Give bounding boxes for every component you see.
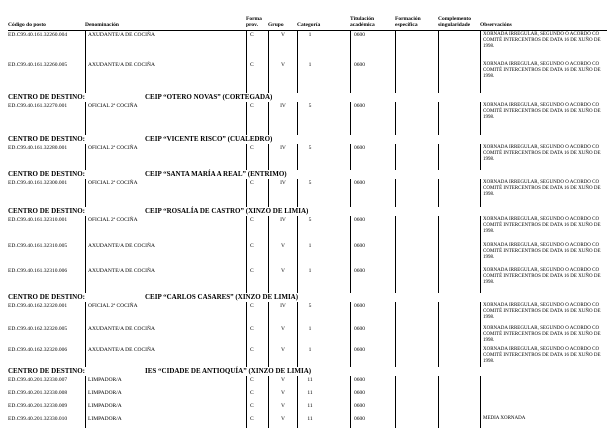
- cell-forma: C: [246, 302, 268, 325]
- centro-name: CEIP “VICENTE RISCO” (CUALEDRO): [145, 135, 273, 143]
- cell-forma: C: [246, 144, 268, 170]
- cell-denominacion: AXUDANTE/A DE COCIÑA: [85, 31, 246, 61]
- cell-denominacion: OFICIAL 2ª COCIÑA: [85, 102, 246, 135]
- cell-forma: C: [246, 242, 268, 267]
- cell-titulacion: 0600: [350, 302, 395, 325]
- cell-complemento: [438, 242, 480, 267]
- table-row: [8, 402, 607, 415]
- cell-categoria: 11: [297, 415, 350, 428]
- cell-denominacion: LIMPADOR/A: [85, 402, 246, 415]
- cell-titulacion: 0600: [350, 389, 395, 402]
- column-header-denominacion: Denominación: [85, 22, 119, 28]
- cell-complemento: [438, 144, 480, 170]
- column-header-complemento: Complemento singularidade: [438, 16, 471, 28]
- table-row: [8, 302, 607, 325]
- centro-de-destino-band: [8, 367, 607, 376]
- cell-formacion: [395, 179, 438, 207]
- cell-forma: C: [246, 31, 268, 61]
- cell-observacions: [480, 376, 607, 389]
- cell-observacions: XORNADA IRREGULAR, SEGUNDO O ACORDO CO COMITÉ INTERCENTROS DE DATA 16 DE XUÑO DE 1998.: [480, 242, 607, 267]
- centro-name: IES “CIDADE DE ANTIOQUÍA” (XINZO DE LIMIA): [145, 367, 312, 375]
- cell-formacion: [395, 415, 438, 428]
- cell-observacions: [480, 402, 607, 415]
- cell-formacion: [395, 325, 438, 346]
- cell-denominacion: AXUDANTE/A DE COCIÑA: [85, 325, 246, 346]
- cell-codigo: ED.C99.40.161.32280.001: [8, 145, 68, 151]
- cell-grupo: IV: [268, 102, 297, 135]
- cell-codigo: ED.C99.40.162.32320.006: [8, 347, 68, 353]
- cell-grupo: V: [268, 376, 297, 389]
- cell-denominacion: AXUDANTE/A DE COCIÑA: [85, 267, 246, 293]
- cell-complemento: [438, 325, 480, 346]
- cell-observacions: MEDIA XORNADA: [480, 415, 607, 428]
- cell-codigo: ED.C99.40.161.32270.001: [8, 103, 68, 109]
- cell-complemento: [438, 102, 480, 135]
- cell-denominacion: LIMPADOR/A: [85, 376, 246, 389]
- cell-codigo: ED.C99.40.161.32260.004: [8, 32, 68, 38]
- cell-categoria: 5: [297, 144, 350, 170]
- cell-codigo: ED.C99.40.201.32330.007: [8, 377, 68, 383]
- centro-de-destino-label: CENTRO DE DESTINO:: [8, 367, 86, 375]
- column-header-forma-prov: Forma prov.: [246, 16, 262, 28]
- cell-denominacion: AXUDANTE/A DE COCIÑA: [85, 346, 246, 367]
- table-body: [8, 31, 607, 428]
- cell-grupo: IV: [268, 144, 297, 170]
- cell-complemento: [438, 302, 480, 325]
- cell-codigo: ED.C99.40.161.32260.005: [8, 62, 68, 68]
- cell-categoria: 5: [297, 302, 350, 325]
- cell-complemento: [438, 179, 480, 207]
- cell-forma: C: [246, 179, 268, 207]
- cell-formacion: [395, 346, 438, 367]
- cell-denominacion: AXUDANTE/A DE COCIÑA: [85, 61, 246, 93]
- centro-de-destino-label: CENTRO DE DESTINO:: [8, 135, 86, 143]
- cell-observacions: XORNADA IRREGULAR, SEGUNDO O ACORDO CO COMITÉ INTERCENTROS DE DATA 16 DE XUÑO DE 1998.: [480, 102, 607, 135]
- cell-titulacion: 0600: [350, 216, 395, 242]
- table-row: [8, 346, 607, 367]
- cell-complemento: [438, 389, 480, 402]
- table-row: [8, 242, 607, 267]
- cell-codigo: ED.C99.40.201.32330.009: [8, 403, 68, 409]
- cell-denominacion: LIMPADOR/A: [85, 389, 246, 402]
- cell-forma: C: [246, 267, 268, 293]
- cell-grupo: V: [268, 325, 297, 346]
- cell-titulacion: 0600: [350, 415, 395, 428]
- centro-name: CEIP “CARLOS CASARES” (XINZO DE LIMIA): [145, 293, 299, 301]
- cell-observacions: XORNADA IRREGULAR, SEGUNDO O ACORDO CO COMITÉ INTERCENTROS DE DATA 16 DE XUÑO DE 1998.: [480, 61, 607, 93]
- cell-formacion: [395, 144, 438, 170]
- cell-titulacion: 0600: [350, 325, 395, 346]
- cell-formacion: [395, 267, 438, 293]
- cell-codigo: ED.C99.40.161.32300.001: [8, 180, 68, 186]
- cell-titulacion: 0600: [350, 346, 395, 367]
- cell-codigo: ED.C99.40.161.32310.005: [8, 243, 68, 249]
- cell-denominacion: OFICIAL 2ª COCIÑA: [85, 179, 246, 207]
- centro-de-destino-label: CENTRO DE DESTINO:: [8, 293, 86, 301]
- centro-de-destino-label: CENTRO DE DESTINO:: [8, 93, 86, 101]
- cell-denominacion: AXUDANTE/A DE COCIÑA: [85, 242, 246, 267]
- cell-observacions: XORNADA IRREGULAR, SEGUNDO O ACORDO CO COMITÉ INTERCENTROS DE DATA 16 DE XUÑO DE 1998.: [480, 325, 607, 346]
- cell-titulacion: 0600: [350, 61, 395, 93]
- table-row: [8, 61, 607, 93]
- cell-codigo: ED.C99.40.162.32320.001: [8, 303, 68, 309]
- cell-grupo: V: [268, 61, 297, 93]
- centro-name: CEIP “ROSALÍA DE CASTRO” (XINZO DE LIMIA): [145, 207, 309, 215]
- cell-categoria: 5: [297, 179, 350, 207]
- cell-complemento: [438, 267, 480, 293]
- cell-grupo: V: [268, 267, 297, 293]
- cell-grupo: IV: [268, 302, 297, 325]
- cell-titulacion: 0600: [350, 242, 395, 267]
- cell-observacions: XORNADA IRREGULAR, SEGUNDO O ACORDO CO COMITÉ INTERCENTROS DE DATA 16 DE XUÑO DE 1998.: [480, 267, 607, 293]
- cell-forma: C: [246, 61, 268, 93]
- cell-codigo: ED.C99.40.161.32310.001: [8, 217, 68, 223]
- table-header: [8, 12, 607, 31]
- cell-complemento: [438, 402, 480, 415]
- centro-name: CEIP “OTERO NOVAS” (CORTEGADA): [145, 93, 273, 101]
- cell-codigo: ED.C99.40.162.32320.005: [8, 326, 68, 332]
- cell-formacion: [395, 302, 438, 325]
- centro-de-destino-band: [8, 170, 607, 179]
- cell-complemento: [438, 61, 480, 93]
- cell-categoria: 1: [297, 31, 350, 61]
- centro-de-destino-band: [8, 135, 607, 144]
- table-row: [8, 216, 607, 242]
- centro-de-destino-label: CENTRO DE DESTINO:: [8, 170, 86, 178]
- cell-categoria: 11: [297, 389, 350, 402]
- centro-de-destino-band: [8, 293, 607, 302]
- cell-codigo: ED.C99.40.201.32330.010: [8, 416, 68, 422]
- table-row: [8, 325, 607, 346]
- cell-codigo: ED.C99.40.201.32330.008: [8, 390, 68, 396]
- cell-titulacion: 0600: [350, 144, 395, 170]
- centro-de-destino-label: CENTRO DE DESTINO:: [8, 207, 86, 215]
- cell-observacions: XORNADA IRREGULAR, SEGUNDO O ACORDO CO COMITÉ INTERCENTROS DE DATA 16 DE XUÑO DE 1998.: [480, 302, 607, 325]
- cell-formacion: [395, 102, 438, 135]
- cell-denominacion: OFICIAL 2ª COCIÑA: [85, 216, 246, 242]
- centro-name: CEIP “SANTA MARÍA A REAL” (ENTRIMO): [145, 170, 287, 178]
- cell-forma: C: [246, 102, 268, 135]
- table-row: [8, 179, 607, 207]
- cell-complemento: [438, 216, 480, 242]
- table-row: [8, 31, 607, 61]
- cell-titulacion: 0600: [350, 31, 395, 61]
- cell-formacion: [395, 61, 438, 93]
- cell-grupo: V: [268, 402, 297, 415]
- cell-titulacion: 0600: [350, 267, 395, 293]
- cell-categoria: 5: [297, 102, 350, 135]
- cell-forma: C: [246, 402, 268, 415]
- cell-categoria: 1: [297, 346, 350, 367]
- centro-de-destino-band: [8, 93, 607, 102]
- table-row: [8, 267, 607, 293]
- cell-denominacion: OFICIAL 2ª COCIÑA: [85, 302, 246, 325]
- cell-grupo: IV: [268, 216, 297, 242]
- centro-de-destino-band: [8, 207, 607, 216]
- cell-complemento: [438, 346, 480, 367]
- cell-grupo: V: [268, 346, 297, 367]
- cell-formacion: [395, 216, 438, 242]
- cell-formacion: [395, 31, 438, 61]
- cell-codigo: ED.C99.40.161.32310.006: [8, 268, 68, 274]
- table-row: [8, 376, 607, 389]
- table-row: [8, 389, 607, 402]
- table-row: [8, 415, 607, 428]
- cell-grupo: V: [268, 389, 297, 402]
- cell-forma: C: [246, 325, 268, 346]
- cell-complemento: [438, 376, 480, 389]
- cell-forma: C: [246, 376, 268, 389]
- cell-observacions: XORNADA IRREGULAR, SEGUNDO O ACORDO CO COMITÉ INTERCENTROS DE DATA 16 DE XUÑO DE 1998.: [480, 31, 607, 61]
- column-header-observacions: Observacións: [480, 22, 512, 28]
- column-header-categoria: Categoría: [297, 22, 321, 28]
- cell-formacion: [395, 242, 438, 267]
- column-header-titulacion: Titulación académica: [350, 16, 375, 28]
- cell-categoria: 11: [297, 402, 350, 415]
- table-row: [8, 144, 607, 170]
- cell-observacions: XORNADA IRREGULAR, SEGUNDO O ACORDO CO COMITÉ INTERCENTROS DE DATA 16 DE XUÑO DE 1998.: [480, 216, 607, 242]
- cell-observacions: XORNADA IRREGULAR, SEGUNDO O ACORDO CO COMITÉ INTERCENTROS DE DATA 16 DE XUÑO DE 1998.: [480, 144, 607, 170]
- cell-titulacion: 0600: [350, 179, 395, 207]
- cell-complemento: [438, 31, 480, 61]
- cell-formacion: [395, 376, 438, 389]
- cell-observacions: XORNADA IRREGULAR, SEGUNDO O ACORDO CO COMITÉ INTERCENTROS DE DATA 16 DE XUÑO DE 1998.: [480, 346, 607, 367]
- cell-forma: C: [246, 346, 268, 367]
- cell-categoria: 1: [297, 242, 350, 267]
- cell-grupo: V: [268, 415, 297, 428]
- cell-forma: C: [246, 216, 268, 242]
- cell-titulacion: 0600: [350, 376, 395, 389]
- cell-categoria: 1: [297, 267, 350, 293]
- cell-denominacion: OFICIAL 2ª COCIÑA: [85, 144, 246, 170]
- cell-categoria: 11: [297, 376, 350, 389]
- cell-grupo: V: [268, 31, 297, 61]
- cell-titulacion: 0600: [350, 402, 395, 415]
- cell-forma: C: [246, 415, 268, 428]
- cell-observacions: XORNADA IRREGULAR, SEGUNDO O ACORDO CO COMITÉ INTERCENTROS DE DATA 16 DE XUÑO DE 1998.: [480, 179, 607, 207]
- cell-titulacion: 0600: [350, 102, 395, 135]
- column-header-codigo: Código do posto: [8, 22, 46, 28]
- cell-forma: C: [246, 389, 268, 402]
- cell-categoria: 1: [297, 61, 350, 93]
- cell-formacion: [395, 402, 438, 415]
- column-header-formacion: Formación específica: [395, 16, 421, 28]
- table-row: [8, 102, 607, 135]
- cell-categoria: 1: [297, 325, 350, 346]
- cell-complemento: [438, 415, 480, 428]
- column-header-grupo: Grupo: [268, 22, 284, 28]
- cell-observacions: [480, 389, 607, 402]
- cell-grupo: V: [268, 242, 297, 267]
- cell-categoria: 5: [297, 216, 350, 242]
- cell-formacion: [395, 389, 438, 402]
- cell-grupo: IV: [268, 179, 297, 207]
- cell-denominacion: LIMPADOR/A: [85, 415, 246, 428]
